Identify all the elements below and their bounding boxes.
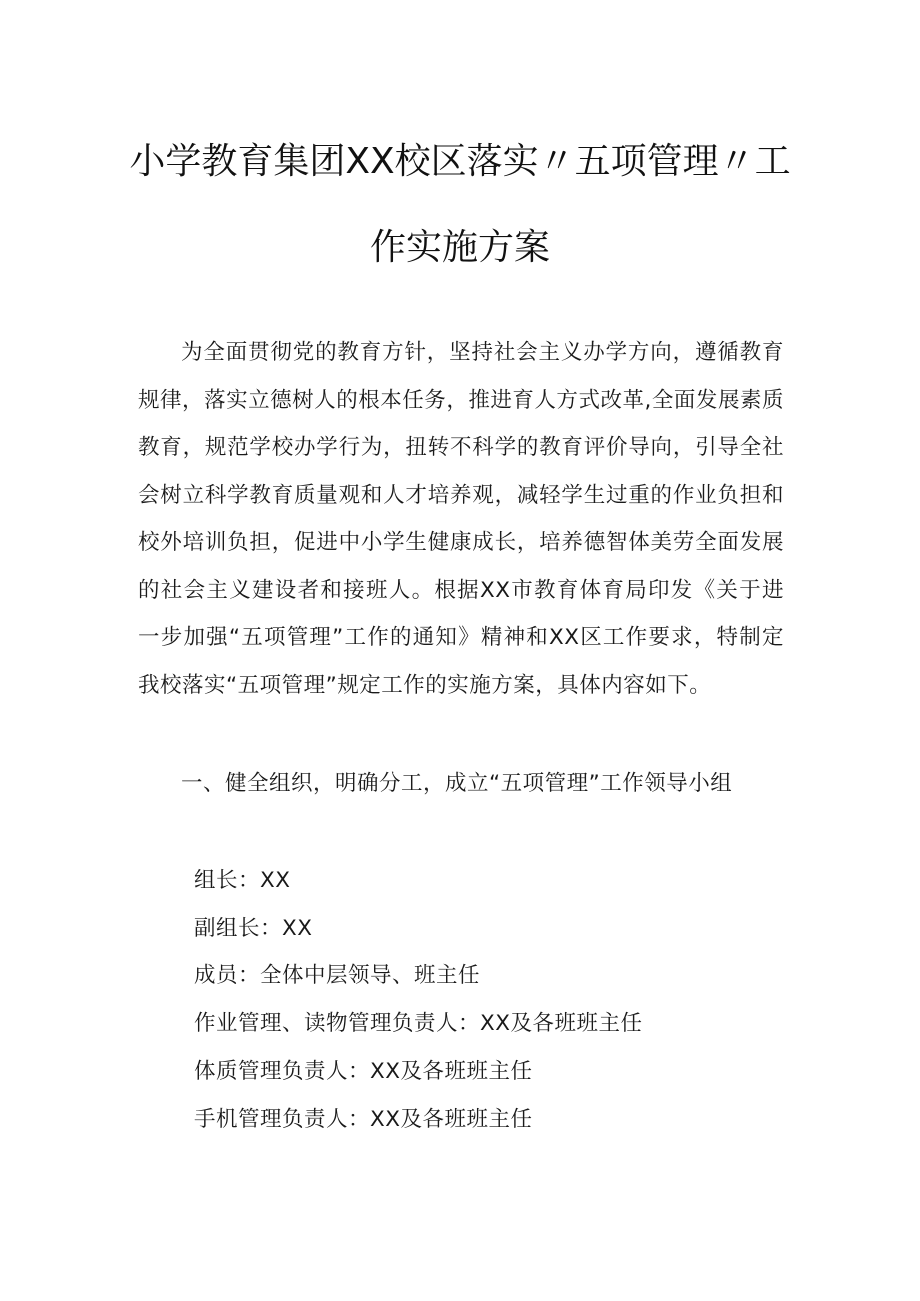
homework-reading-manager-line: 作业管理、读物管理负责人：XX及各班班主任 — [194, 1011, 643, 1036]
intro-paragraph: 为全面贯彻党的教育方针，坚持社会主义办学方向，遵循教育规律，落实立德树人的根本任务，推进育人方式改革,全面发展素质教育，规范学校办学行为，扭转不科学的教育评价导向，引导全社会树立科学教育质量观和人才培养观，减轻学生过重的作业负担和校外培训负担，促进中小学生健康成长，培养德智体美劳全面发展的社会主义建设者和接班人。根据XX市教育体育局印发《关于进一步加强“五项管理”工作的通知》精神和XX区工作要求，特制定我校落实“五项管理”规定工作的实施方案，具体内容如下。 — [138, 340, 784, 698]
deputy-leader-line: 副组长：XX — [194, 916, 313, 941]
members-line: 成员：全体中层领导、班主任 — [194, 963, 481, 988]
phone-manager-line: 手机管理负责人：XX及各班班主任 — [194, 1107, 533, 1132]
physical-fitness-manager-line: 体质管理负责人：XX及各班班主任 — [194, 1059, 533, 1084]
section-1-heading: 一、健全组织，明确分工，成立“五项管理”工作领导小组 — [181, 771, 733, 796]
document-title-line-1: 小学教育集团XX校区落实〃五项管理〃工 — [129, 141, 791, 182]
group-leader-line: 组长：XX — [194, 868, 291, 893]
document-title-line-2: 作实施方案 — [369, 227, 550, 268]
